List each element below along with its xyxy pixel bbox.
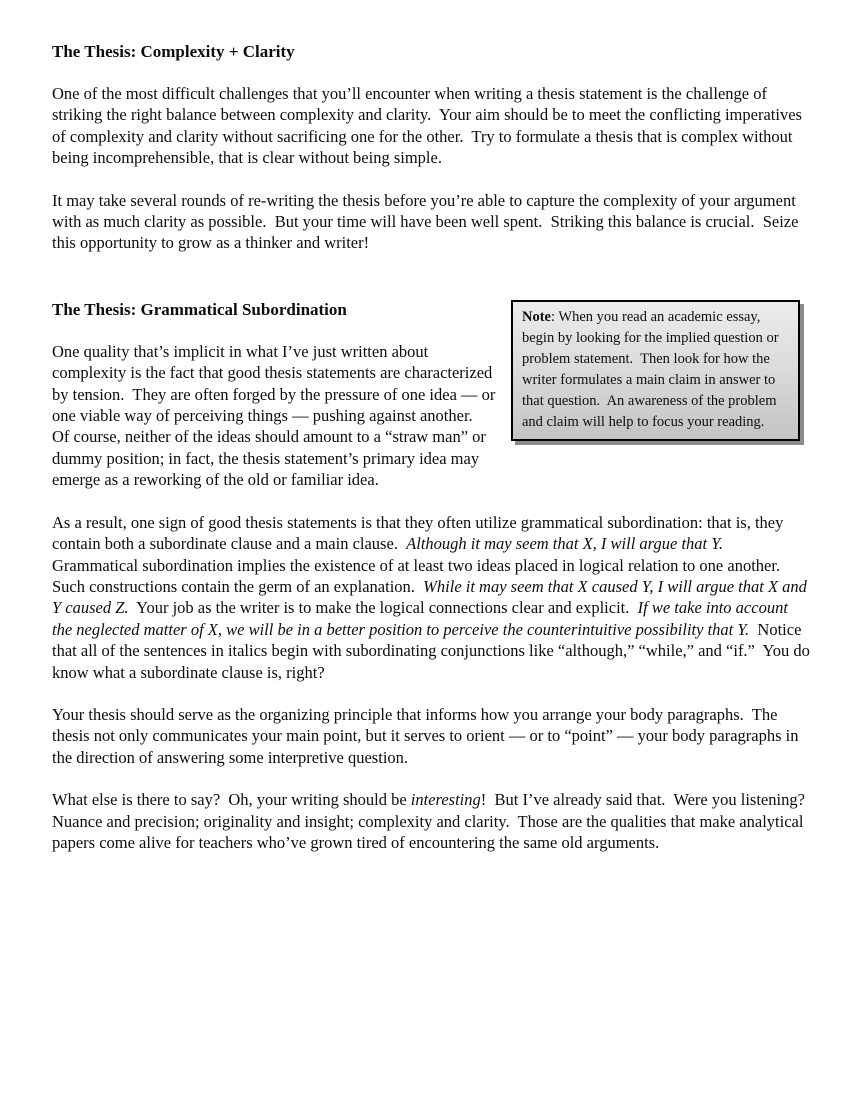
- section-complexity-clarity: [52, 42, 812, 254]
- paragraph-what-else: [52, 789, 812, 853]
- paragraph-rewriting-rounds: [52, 190, 812, 254]
- text-run: ! But I’ve already said that. Were you listening? Nuance and precision; originality and insight; complexity and clarity. Those are the qualities that make analytical papers come alive for teachers who’ve grown tired of encountering the same old arguments.: [52, 790, 814, 852]
- italic-text: While it may seem that X caused Y, I will argue that X and Y caused Z.: [52, 576, 812, 618]
- italic-text: interesting: [410, 790, 481, 810]
- section-heading-complexity-clarity: The Thesis: Complexity + Clarity: [52, 42, 295, 61]
- text-run: It may take several rounds of re-writing the thesis before you’re able to capture the complexity of your argument with as much clarity as possible. But your time will have been well spent. Striking this balance is crucial. Seize this opportunity to grow as a thinker and writer!: [52, 190, 803, 253]
- section-heading-grammatical-subordination: The Thesis: Grammatical Subordination: [52, 299, 347, 319]
- text-run: Your job as the writer is to make the logical connections clear and explicit.: [128, 598, 638, 618]
- text-run: One quality that’s implicit in what I’ve just written about complexity is the fact that good thesis statements are characterized by tension. They are often forged by the pressure of one idea — or one viable way of perceiving things — pushing against another. Of course, neither of the ideas should amount to a “straw man” or dummy position; in fact, the thesis statement’s primary idea may emerge as a reworking of the old or familiar idea.: [52, 341, 500, 490]
- paragraph-balance-challenge: [52, 83, 812, 169]
- text-run: Grammatical subordination implies the existence of at least two ideas placed in logical relation to one another. Such constructions contain the germ of an explanation.: [52, 534, 789, 596]
- bold-text: Note: [522, 308, 551, 325]
- text-run: As a result, one sign of good thesis statements is that they often utilize grammatical subordination: that is, they contain both a subordinate clause and a main clause.: [52, 512, 788, 554]
- text-run: One of the most difficult challenges that you’ll encounter when writing a thesis statement is the challenge of striking the right balance between complexity and clarity. Your aim should be to meet the conflicting imperatives of complexity and clarity without sacrificing one for the other. Try to formulate a thesis that is complex without being incomprehensible, that is clear without being simple.: [52, 84, 807, 168]
- text-run: What else is there to say? Oh, your writing should be: [52, 790, 411, 810]
- section-grammatical-subordination: [52, 275, 815, 854]
- text-run: : When you read an academic essay, begin by looking for the implied question or problem statement. Then look for how the writer formulates a main claim in answer to that question. An awareness of the problem and claim will help to focus your reading.: [522, 308, 783, 430]
- italic-text: If we take into account the neglected matter of X, we will be in a better position to perceive the counterintuitive possibility that Y.: [52, 598, 793, 639]
- text-run: Your thesis should serve as the organizing principle that informs how you arrange your body paragraphs. The thesis not only communicates your main point, but it serves to orient — or to “point” — your body paragraphs in the direction of answering some interpretive question.: [52, 704, 803, 767]
- note-callout-box: [511, 300, 800, 441]
- paragraph-subordination-examples: [52, 512, 815, 683]
- text-run: Notice that all of the sentences in italics begin with subordinating conjunctions like “although,” “while,” and “if.” You do know what a subordinate clause is, right?: [52, 619, 815, 682]
- italic-text: Although it may seem that X, I will argue that Y.: [406, 534, 724, 554]
- paragraph-organizing-principle: [52, 704, 812, 768]
